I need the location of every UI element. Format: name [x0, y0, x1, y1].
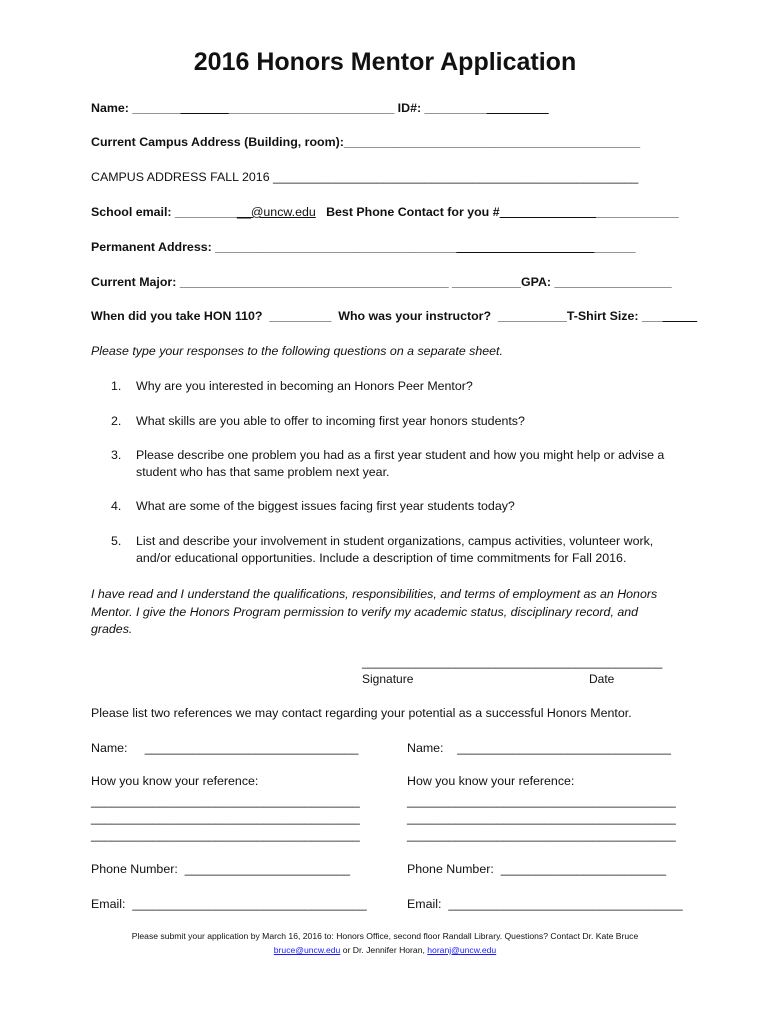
- question-number: 5.: [111, 534, 122, 548]
- fall-address-blank[interactable]: _____________________________________________________: [273, 170, 639, 184]
- reference-email-label: Email:: [91, 897, 126, 911]
- phone-contact-blank[interactable]: ______________: [499, 205, 597, 219]
- reference-2-email-row: [407, 896, 683, 912]
- question-number: 2.: [111, 414, 122, 428]
- reference-2-how-blank[interactable]: _______________________________________: [407, 811, 676, 825]
- gpa-label: GPA:: [520, 275, 552, 289]
- question-text: What skills are you able to offer to incoming first year honors students?: [136, 414, 525, 428]
- instructor-blank[interactable]: __________: [497, 309, 567, 323]
- question-item: [111, 498, 690, 515]
- reference-1-name-row: [91, 740, 358, 756]
- reference-email-label: Email:: [407, 897, 442, 911]
- reference-name-label: Name:: [91, 741, 128, 755]
- question-number: 3.: [111, 448, 122, 462]
- date-label: Date: [589, 672, 615, 686]
- gpa-blank[interactable]: _________________: [554, 275, 672, 289]
- tshirt-size-label: T-Shirt Size:: [566, 309, 639, 323]
- email-phone-row: [91, 204, 690, 220]
- name-blank-extension[interactable]: ________________________: [228, 101, 395, 115]
- reference-2-how-blank[interactable]: _______________________________________: [407, 828, 676, 842]
- campus-address-blank[interactable]: ___________________________________________: [343, 135, 641, 149]
- signature-label: Signature: [362, 672, 414, 686]
- id-blank[interactable]: _________: [424, 101, 487, 115]
- footer-email-bruce-link[interactable]: bruce@uncw.edu: [273, 945, 341, 955]
- reference-1-how-blank[interactable]: _______________________________________: [91, 811, 360, 825]
- campus-address-label: Current Campus Address (Building, room):: [91, 135, 344, 149]
- question-item: [111, 447, 690, 480]
- question-text: What are some of the biggest issues facing first year students today?: [136, 499, 515, 513]
- name-label: Name:: [91, 101, 129, 115]
- reference-2-phone-row: [407, 861, 666, 877]
- fall-address-label: CAMPUS ADDRESS FALL 2016: [91, 170, 270, 184]
- reference-1-email-row: [91, 896, 367, 912]
- question-text: Please describe one problem you had as a first year student and how you might help or advise a student who has that same problem next year.: [136, 448, 665, 479]
- current-major-label: Current Major:: [91, 275, 177, 289]
- reference-phone-blank[interactable]: ________________________: [500, 862, 667, 876]
- permanent-address-blank[interactable]: ___________________________________: [215, 240, 457, 254]
- reference-name-blank[interactable]: _______________________________: [144, 741, 359, 755]
- reference-1-how-blank[interactable]: _______________________________________: [91, 828, 360, 842]
- reference-name-blank[interactable]: _______________________________: [457, 741, 671, 755]
- question-item: [111, 533, 690, 566]
- hon110-blank[interactable]: _________: [269, 309, 332, 323]
- reference-1-phone-row: [91, 861, 350, 877]
- question-item: [111, 378, 690, 395]
- question-number: 1.: [111, 379, 122, 393]
- instructions-text: Please type your responses to the following questions on a separate sheet.: [91, 344, 503, 358]
- current-major-blank[interactable]: _______________________________________: [179, 275, 449, 289]
- tshirt-size-blank-underlined[interactable]: _____: [662, 309, 698, 323]
- references-intro: Please list two references we may contact regarding your potential as a successful Honors Mentor.: [91, 706, 632, 720]
- instructor-label: Who was your instructor?: [338, 309, 492, 323]
- school-email-blank[interactable]: _________: [175, 205, 238, 219]
- footer-contact-line: [0, 943, 770, 957]
- reference-phone-blank[interactable]: ________________________: [184, 862, 351, 876]
- reference-2-how-blank[interactable]: _______________________________________: [407, 794, 676, 808]
- question-text: Why are you interested in becoming an Honors Peer Mentor?: [136, 379, 473, 393]
- question-number: 4.: [111, 499, 122, 513]
- reference-2-how-label: How you know your reference:: [407, 774, 575, 788]
- permanent-address-blank-underlined[interactable]: ____________________: [456, 240, 595, 254]
- footer-submission-line: Please submit your application by March 16, 2016 to: Honors Office, second floor Randall Library. Questions? Contact Dr. Kate Bruce: [131, 931, 639, 941]
- phone-contact-label: Best Phone Contact for you #: [326, 205, 500, 219]
- question-item: [111, 413, 690, 430]
- permanent-address-label: Permanent Address:: [91, 240, 212, 254]
- reference-phone-label: Phone Number:: [407, 862, 494, 876]
- reference-phone-label: Phone Number:: [91, 862, 178, 876]
- reference-1-how-label: How you know your reference:: [91, 774, 259, 788]
- permanent-address-blank-extension[interactable]: ______: [594, 240, 636, 254]
- name-id-row: [91, 100, 690, 116]
- footer-middle-text: or Dr. Jennifer Horan,: [340, 945, 428, 955]
- campus-address-row: [91, 134, 690, 150]
- hon110-row: [91, 308, 698, 324]
- fall-address-row: [91, 169, 690, 185]
- tshirt-size-blank[interactable]: ___: [641, 309, 663, 323]
- school-email-label: School email:: [91, 205, 172, 219]
- reference-email-blank[interactable]: __________________________________: [448, 897, 683, 911]
- major-gpa-row: [91, 274, 690, 290]
- reference-email-blank[interactable]: __________________________________: [132, 897, 367, 911]
- hon110-label: When did you take HON 110?: [91, 309, 263, 323]
- name-blank[interactable]: _______: [132, 101, 181, 115]
- agreement-text: I have read and I understand the qualifications, responsibilities, and terms of employment as an Honors Mentor. I give the Honors Program permission to verify my academic status, disciplinary record, and grades.: [91, 587, 658, 636]
- school-email-domain: __@uncw.edu: [237, 205, 316, 219]
- signature-line[interactable]: _____________________________________________: [362, 655, 663, 669]
- reference-2-name-row: [407, 740, 671, 756]
- current-major-blank-extension[interactable]: __________: [452, 275, 521, 289]
- question-text: List and describe your involvement in student organizations, campus activities, volunteer work, and/or educational opportunities. Include a description of time commitments for Fall 2016.: [136, 534, 654, 565]
- footer-email-horan-link[interactable]: horanj@uncw.edu: [427, 945, 497, 955]
- id-blank-underlined[interactable]: _________: [486, 101, 549, 115]
- page-title: 2016 Honors Mentor Application: [193, 48, 577, 76]
- name-blank-underlined[interactable]: _______: [180, 101, 229, 115]
- reference-name-label: Name:: [407, 741, 444, 755]
- reference-1-how-blank[interactable]: _______________________________________: [91, 794, 360, 808]
- phone-contact-blank-extension[interactable]: ____________: [596, 205, 679, 219]
- id-label: ID#:: [397, 101, 422, 115]
- permanent-address-row: [91, 239, 690, 255]
